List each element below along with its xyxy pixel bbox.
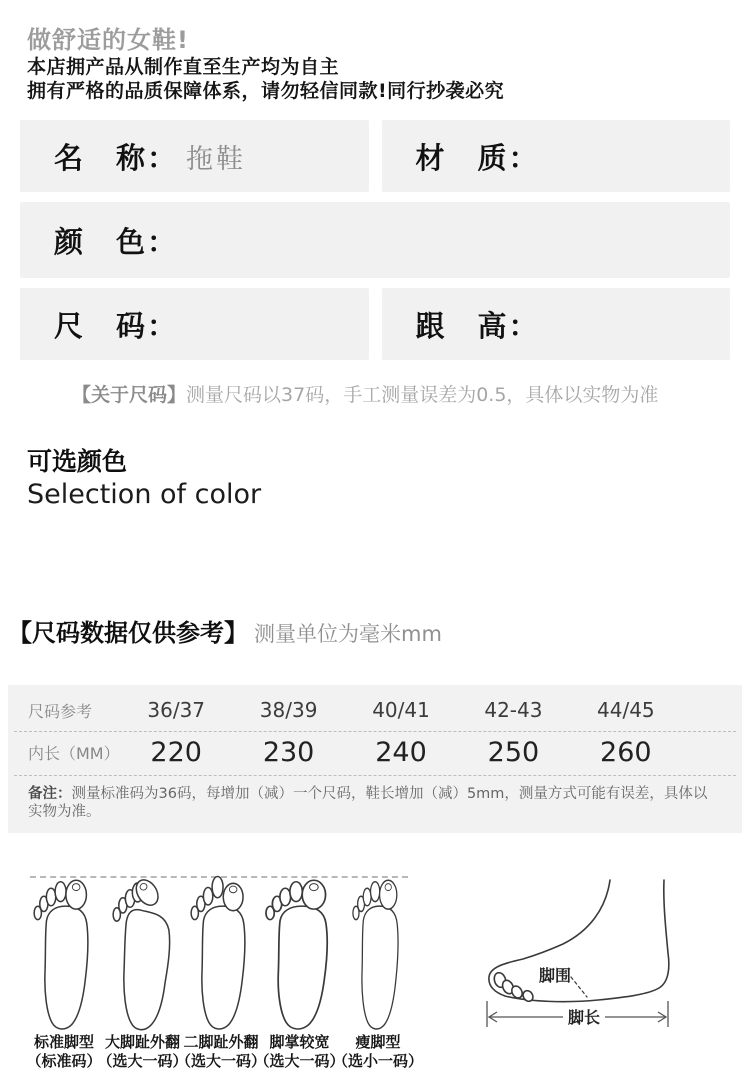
size-option: 44/45 <box>597 698 655 722</box>
foot-type-name: 二脚趾外翻 <box>183 1033 259 1051</box>
spec-row-1 <box>20 120 730 192</box>
brand-slogan: 做舒适的女鞋! <box>27 26 189 54</box>
size-option: 42-43 <box>484 698 543 722</box>
spec-table <box>20 120 730 360</box>
brand-statement-1: 本店拥产品从制作直至生产均为自主 <box>27 56 340 78</box>
foot-outline-slim-icon <box>340 878 416 1030</box>
spec-cell-heel <box>382 288 731 360</box>
spec-cell-name <box>20 120 369 192</box>
foot-types-row <box>26 878 423 1071</box>
spec-row-3 <box>20 288 730 360</box>
foot-type-slim <box>332 878 423 1071</box>
about-size-prefix: 【关于尺码】 <box>72 384 187 406</box>
size-chart-header-row <box>8 695 742 731</box>
foot-type-name: 瘦脚型 <box>355 1033 401 1051</box>
foot-type-name: 脚掌较宽 <box>269 1033 330 1051</box>
name-value: 拖鞋 <box>186 143 247 175</box>
size-option: 38/39 <box>259 698 318 722</box>
inner-length-label: 内长（MM） <box>28 744 120 763</box>
foot-outline-bunion-icon <box>105 878 181 1030</box>
foot-outline-wide-icon <box>262 878 338 1030</box>
foot-type-advice: （选大一码） <box>175 1052 266 1070</box>
foot-type-advice: （选大一码） <box>97 1052 188 1070</box>
foot-outline-standard-icon <box>26 878 102 1030</box>
size-chart-remark <box>28 785 712 821</box>
foot-measure-diagram <box>483 859 683 1033</box>
name-label: 名 称： <box>54 140 179 175</box>
inner-length-value: 220 <box>150 737 202 768</box>
color-section-title-cn: 可选颜色 <box>27 447 128 476</box>
material-label: 材 质： <box>415 140 540 175</box>
spec-cell-color <box>20 202 730 278</box>
size-chart-length-row <box>8 732 742 775</box>
color-label: 颜 色： <box>54 224 179 259</box>
size-reference-unit-note: 测量单位为毫米mm <box>254 622 442 646</box>
remark-label: 备注： <box>28 786 72 802</box>
inner-length-value: 240 <box>375 737 427 768</box>
brand-header <box>0 0 750 103</box>
girth-dashed-line <box>571 977 587 997</box>
spec-row-2 <box>20 202 730 278</box>
foot-shape-guide <box>0 833 750 1083</box>
inner-length-value: 250 <box>487 737 540 768</box>
spec-cell-material <box>382 120 731 192</box>
girth-label: 脚围 <box>538 966 572 985</box>
inner-length-value: 260 <box>600 737 652 768</box>
about-size-note <box>72 384 750 406</box>
foot-type-name: 标准脚型 <box>33 1033 94 1051</box>
dashed-divider <box>14 775 736 776</box>
heel-label: 跟 高： <box>415 308 540 343</box>
foot-type-name: 大脚趾外翻 <box>104 1033 180 1051</box>
length-label: 脚长 <box>567 1008 601 1027</box>
foot-side-view-icon <box>483 859 683 1029</box>
size-option: 40/41 <box>372 698 430 722</box>
spec-cell-size <box>20 288 369 360</box>
foot-type-advice: （选大一码） <box>254 1052 345 1070</box>
foot-outline-second-toe-icon <box>183 878 259 1030</box>
inner-length-value: 230 <box>262 737 315 768</box>
size-chart <box>8 685 742 833</box>
size-reference-title-bold: 【尺码数据仅供参考】 <box>8 619 248 647</box>
foot-type-advice: （选小一码） <box>332 1052 423 1070</box>
size-label: 尺 码： <box>54 308 179 343</box>
color-section-title-en: Selection of color <box>27 479 262 510</box>
size-chart-header-label: 尺码参考 <box>28 701 93 721</box>
remark-text: 测量标准码为36码，每增加（减）一个尺码，鞋长增加（减）5mm，测量方式可能有误差，具体以实物为准。 <box>28 786 708 820</box>
size-reference-title <box>8 617 750 652</box>
foot-type-advice: （标准码） <box>26 1052 102 1070</box>
size-option: 36/37 <box>147 698 206 722</box>
color-section <box>27 446 750 511</box>
about-size-text: 测量尺码以37码，手工测量误差为0.5，具体以实物为准 <box>186 384 659 406</box>
brand-statement-2: 拥有严格的品质保障体系，请勿轻信同款!同行抄袭必究 <box>27 80 505 102</box>
